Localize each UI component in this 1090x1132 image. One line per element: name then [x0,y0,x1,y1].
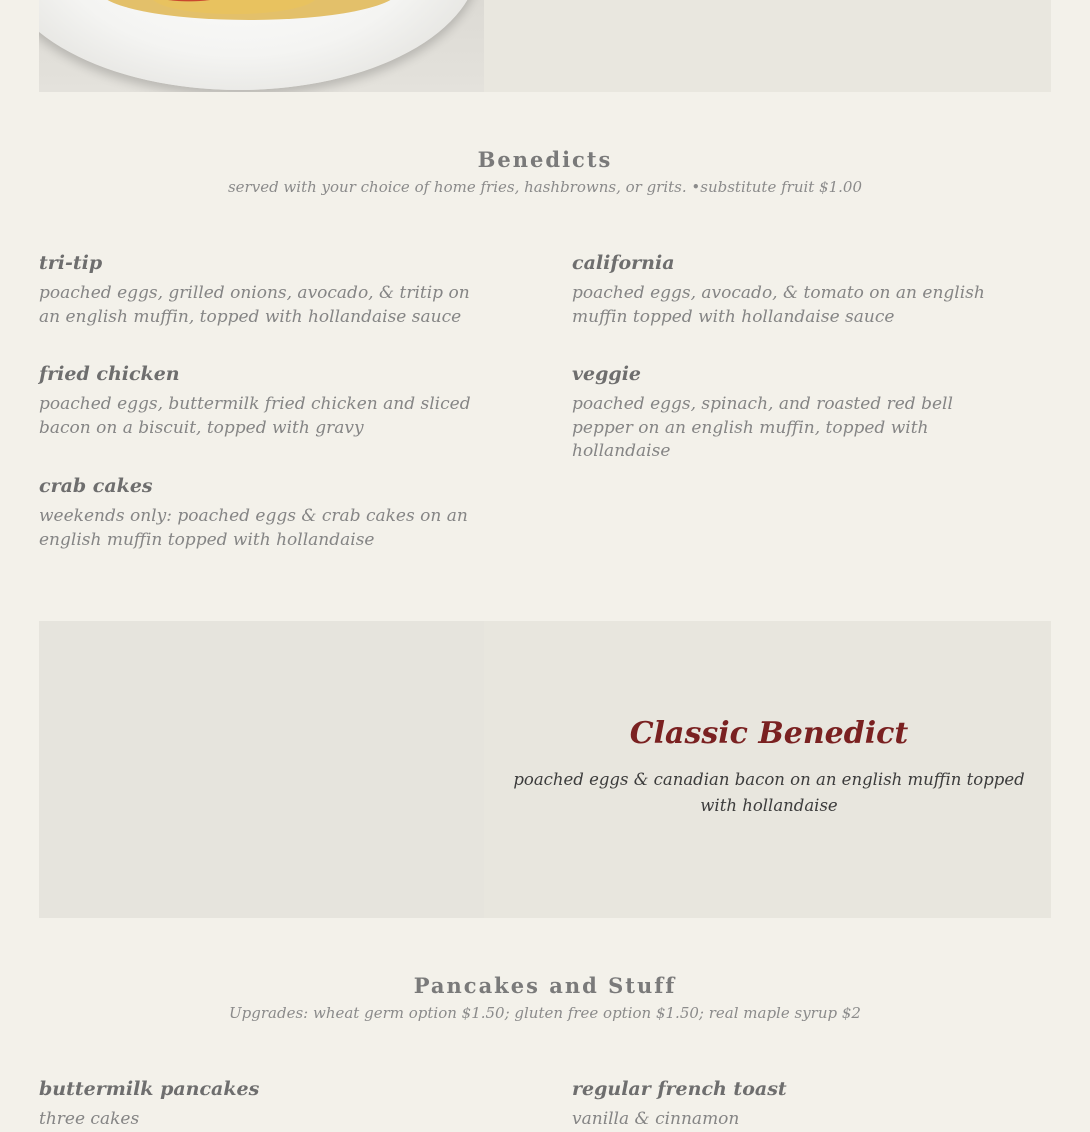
menu-item-description: poached eggs, buttermilk fried chicken and sliced bacon on a biscuit, topped with gravy [39,394,471,438]
featured-dish-description: poached eggs & canadian bacon on an english muffin topped with hollandaise [513,770,1025,815]
menu-item [572,1078,1012,1132]
menu-item-description: poached eggs, grilled onions, avocado, & tritip on an english muffin, topped with hollandaise sauce [39,283,470,327]
section-subtitle: Upgrades: wheat germ option $1.50; gluten free option $1.50; real maple syrup $2 [229,1004,861,1022]
menu-item-description: poached eggs, avocado, & tomato on an english muffin topped with hollandaise sauce [572,283,985,327]
featured-dish-text [509,716,1029,819]
menu-item [39,252,479,329]
menu-item-name: fried chicken [39,363,180,385]
menu-item-description: three cakes [39,1109,140,1129]
dish-photo [39,0,484,92]
menu-item-name: california [572,252,675,274]
section-title: Pancakes and Stuff [413,973,677,998]
menu-item-name: crab cakes [39,475,153,497]
featured-dish-photo [39,621,484,918]
featured-dish-title: Classic Benedict [629,716,909,751]
menu-item [572,363,1012,464]
menu-item [572,252,1012,329]
menu-item-description: vanilla & cinnamon [572,1109,740,1129]
menu-item-description: weekends only: poached eggs & crab cakes on an english muffin topped with hollandaise [39,506,468,550]
menu-item [39,475,479,552]
featured-dish-banner [39,621,1051,918]
menu-item-name: tri-tip [39,252,103,274]
menu-item-name: buttermilk pancakes [39,1078,260,1100]
top-feature-banner [39,0,1051,92]
menu-item [39,1078,479,1132]
benedicts-header [0,147,1090,196]
section-subtitle: served with your choice of home fries, hashbrowns, or grits. •substitute fruit $1.00 [227,178,863,196]
menu-item-name: regular french toast [572,1078,787,1100]
section-title: Benedicts [477,147,613,172]
menu-item-name: veggie [572,363,642,385]
pancakes-header [0,973,1090,1022]
menu-item [39,363,479,440]
menu-item-description: poached eggs, spinach, and roasted red bell pepper on an english muffin, topped with hollandaise [572,394,953,461]
